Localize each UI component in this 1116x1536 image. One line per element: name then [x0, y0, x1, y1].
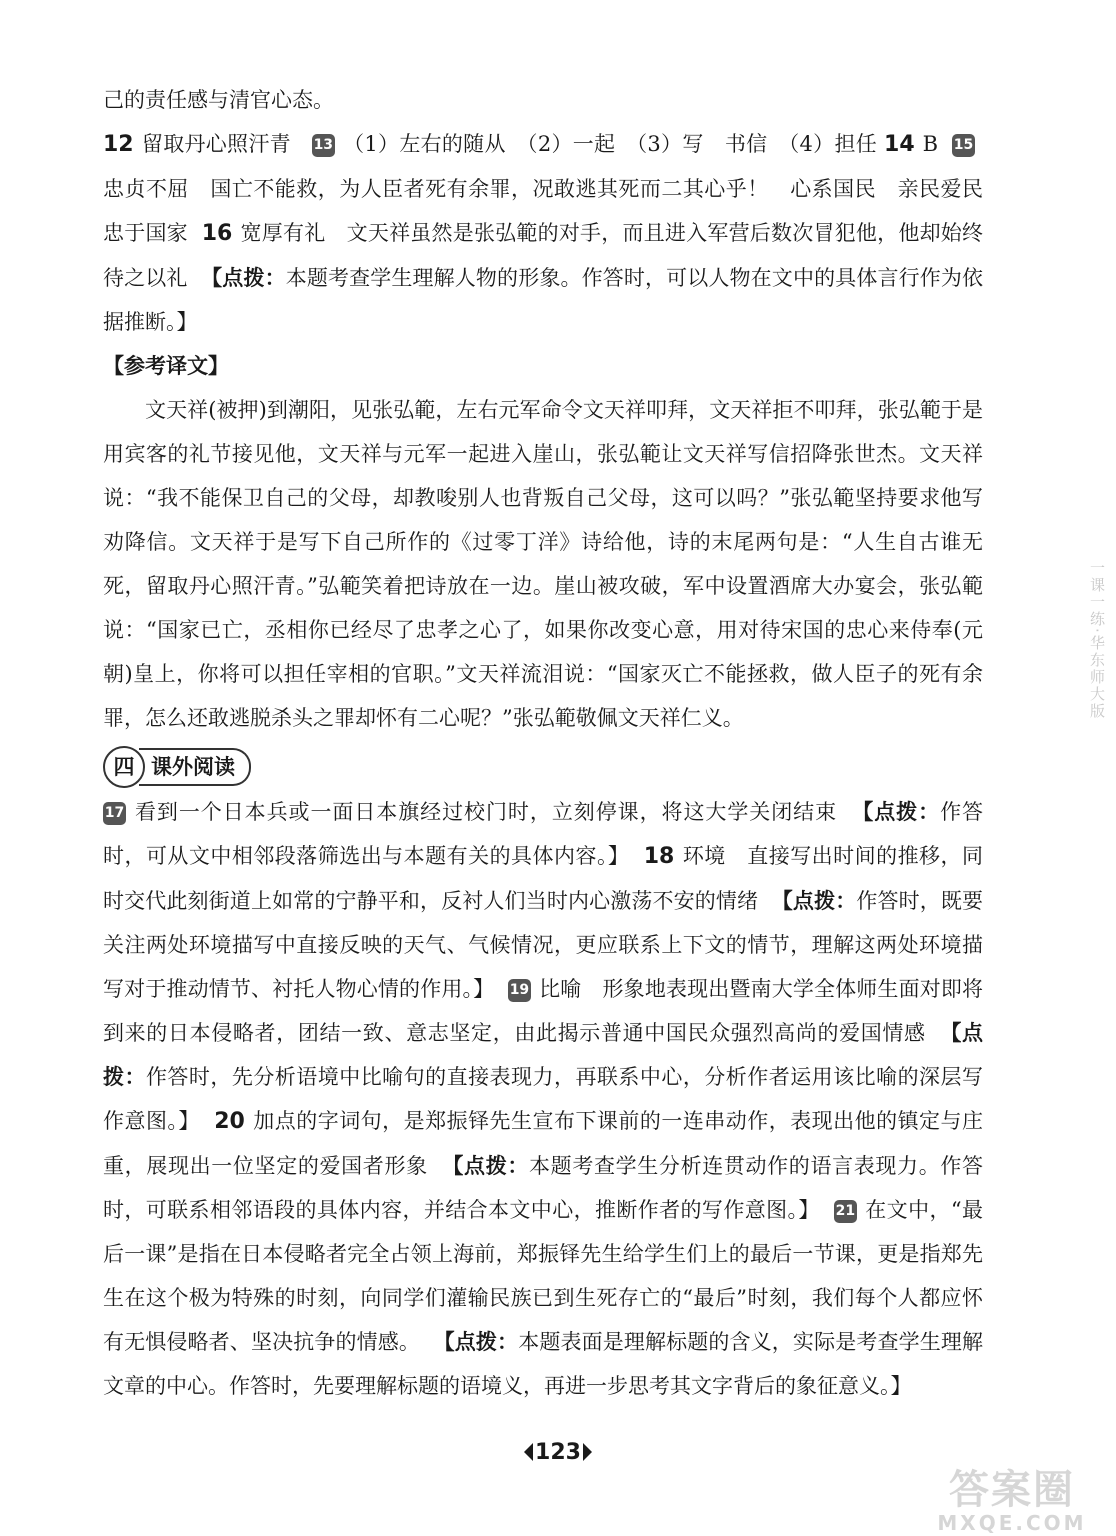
answer-15: 忠贞不屈 国亡不能救，为人臣者死有余罪，况敢逃其死而二其心乎！ 心系国民 亲民爱民 忠于国家	[103, 177, 1004, 245]
tip-label-19: 【点拨：	[103, 1020, 984, 1089]
tip-label-21: 【点拨：	[433, 1329, 519, 1354]
question-number-18: 18	[643, 844, 675, 869]
tip-label-17: 【点拨：	[852, 799, 941, 824]
tip-label-20: 【点拨：	[442, 1153, 530, 1178]
tip-20: 本题考查学生分析连贯动作的语言表现力。作答时，可联系相邻语段的具体内容，并结合本文中心，推断作者的写作意图。】	[103, 1154, 984, 1222]
reference-title: 【参考译文】	[103, 353, 229, 378]
question-number-20: 20	[214, 1109, 245, 1134]
right-arrow-icon	[583, 1443, 592, 1461]
answer-16: 宽厚有礼 文天祥虽然是张弘範的对手，而且进入军营后数次冒犯他，他却始终待之以礼	[103, 221, 984, 290]
question-number-19: 19	[508, 979, 531, 1002]
page-content	[103, 78, 1004, 1408]
answer-19: 比喻 形象地表现出暨南大学全体师生面对即将到来的日本侵略者，团结一致、意志坚定，由此揭示普通中国民众强烈高尚的爱国情感	[103, 977, 984, 1045]
question-number-12: 12	[103, 132, 134, 157]
tip-label-18: 【点拨：	[771, 888, 857, 913]
watermark-url: MXQE.COM	[937, 1511, 1087, 1535]
page-footer	[0, 1440, 1116, 1465]
answer-20: 加点的字词句，是郑振铎先生宣布下课前的一连串动作，表现出他的镇定与庄重，展现出一位坚定的爱国者形象	[103, 1109, 984, 1178]
question-number-13: 13	[312, 134, 335, 157]
tip-label-16: 【点拨：	[201, 265, 286, 290]
section-header	[103, 746, 983, 788]
page-number: 123	[535, 1440, 581, 1465]
tip-19: 作答时，先分析语境中比喻句的直接表现力，再联系中心，分析作者运用该比喻的深层写作意图。】	[103, 1065, 983, 1133]
answer-13: （1）左右的随从 （2）一起 （3）写 书信 （4）担任	[342, 132, 878, 156]
tip-21: 本题表面是理解标题的含义，实际是考查学生理解文章的中心。作答时，先要理解标题的语境义，再进一步思考其文字背后的象征意义。】	[103, 1330, 984, 1398]
tip-17: 作答时，可从文中相邻段落筛选出与本题有关的具体内容。】	[103, 800, 984, 868]
line-continued: 己的责任感与清官心态。	[103, 88, 334, 112]
answer-12: 留取丹心照汗青	[141, 132, 291, 156]
watermark-logo	[912, 1468, 1112, 1534]
question-number-16: 16	[201, 221, 233, 246]
left-arrow-icon	[524, 1443, 533, 1461]
section-number: 四	[103, 746, 145, 788]
tip-18: 作答时，既要关注两处环境描写中直接反映的天气、气候情况，更应联系上下文的情节，理解这两处环境描写对于推动情节、衬托人物心情的作用。】	[103, 889, 984, 1001]
answer-block-top	[103, 78, 1004, 344]
question-number-14: 14	[884, 132, 915, 157]
side-series-text: 一课一练·华东师大版	[1088, 560, 1106, 720]
answer-21: 在文中，“最后一课”是指在日本侵略者完全占领上海前，郑振铎先生给学生们上的最后一节课，更是指郑先生在这个极为特殊的时刻，向同学们灌输民族已到生死存亡的“最后”时刻，我们每个人都应怀有无惧侵略者、坚决抗争的情感。	[103, 1198, 983, 1354]
answer-block-extra	[103, 790, 983, 1408]
tip-16: 本题考查学生理解人物的形象。作答时，可以人物在文中的具体言行作为依据推断。】	[103, 266, 984, 334]
watermark-big-text: 答案圈	[949, 1467, 1075, 1513]
answer-14: B	[922, 132, 939, 156]
section-title: 课外阅读	[139, 748, 251, 786]
reference-translation: 文天祥(被押)到潮阳，见张弘範，左右元军命令文天祥叩拜，文天祥拒不叩拜，张弘範于是用宾客的礼节接见他，文天祥与元军一起进入崖山，张弘範让文天祥写信招降张世杰。文天祥说：“我不能保卫自己的父母，却教唆别人也背叛自己父母，这可以吗？”张弘範坚持要求他写劝降信。文天祥于是写下自己所作的《过零丁洋》诗给他，诗的末尾两句是：“人生自古谁无死，留取丹心照汗青。”弘範笑着把诗放在一边。崖山被攻破，军中设置酒席大办宴会，张弘範说：“国家已亡，丞相你已经尽了忠孝之心了，如果你改变心意，用对待宋国的忠心来侍奉(元朝)皇上，你将可以担任宰相的官职。”文天祥流泪说：“国家灭亡不能拯救，做人臣子的死有余罪，怎么还敢逃脱杀头之罪却怀有二心呢？”张弘範敬佩文天祥仁义。	[103, 398, 983, 730]
question-number-17: 17	[103, 802, 126, 825]
question-number-21: 21	[834, 1200, 857, 1223]
answer-17: 看到一个日本兵或一面日本旗经过校门时，立刻停课，将这大学关闭结束	[134, 800, 838, 824]
question-number-15: 15	[952, 134, 975, 157]
answer-18: 环境 直接写出时间的推移，同时交代此刻街道上如常的宁静平和，反衬人们当时内心激荡不安的情绪	[103, 844, 984, 913]
